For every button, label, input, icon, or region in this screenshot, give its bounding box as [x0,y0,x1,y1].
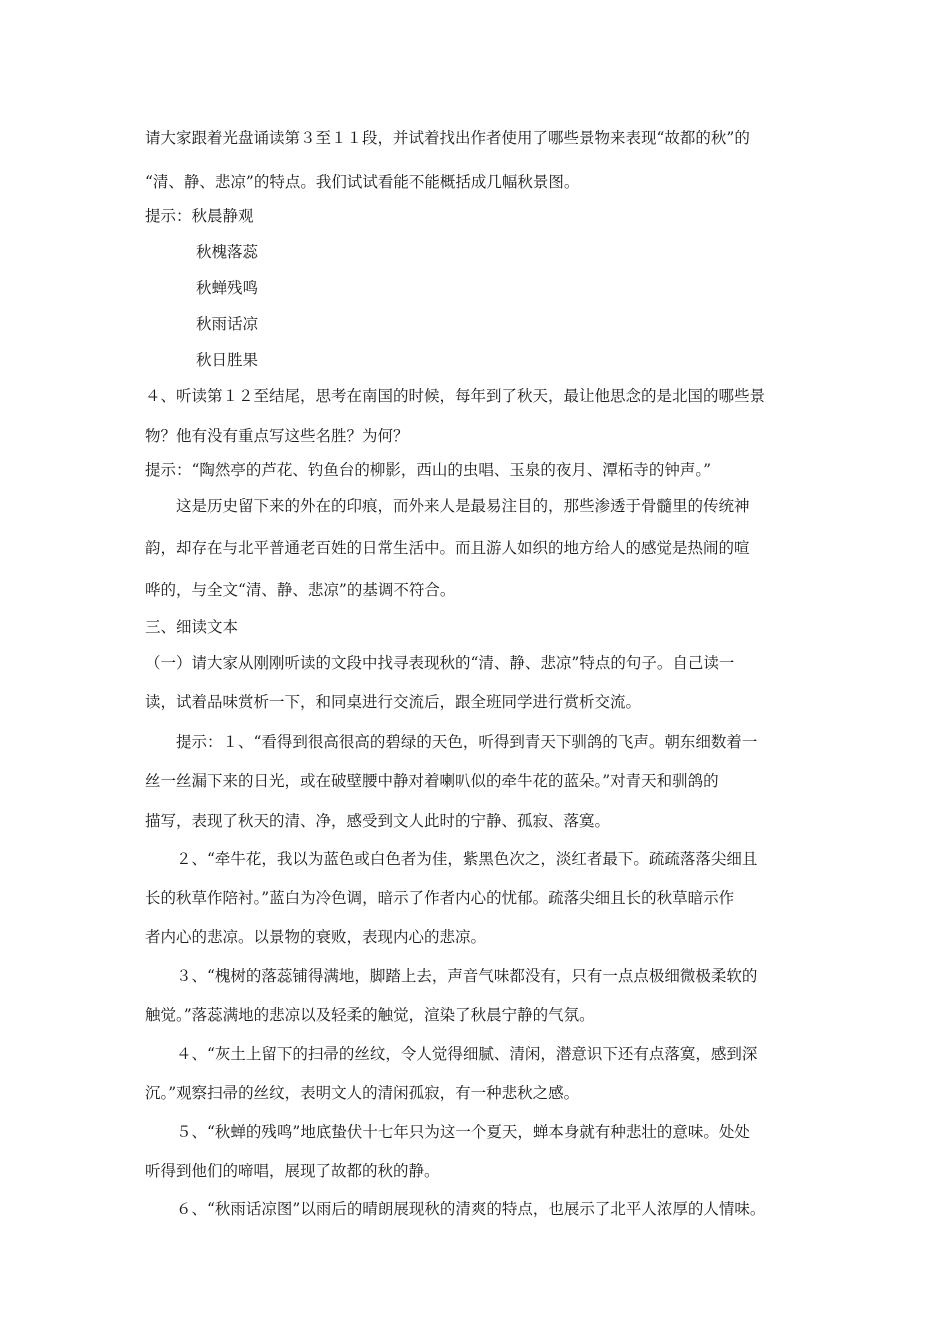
section-heading: 三、细读文本 [145,618,239,636]
paragraph-line: ４、“灰土上留下的扫帚的丝纹，令人觉得细腻、清闲，潜意识下还有点落寞，感到深 [176,1045,758,1063]
paragraph-line: 韵，却存在与北平普通老百姓的日常生活中。而且游人如织的地方给人的感觉是热闹的喧 [145,539,750,557]
paragraph-line: 沉。”观察扫帚的丝纹，表明文人的清闲孤寂，有一种悲秋之感。 [145,1084,580,1102]
paragraph-line: ４、听读第１２至结尾，思考在南国的时候，每年到了秋天，最让他思念的是北国的哪些景 [145,387,766,405]
paragraph-line: 请大家跟着光盘诵读第３至１１段，并试着找出作者使用了哪些景物来表现“故都的秋”的 [145,129,750,147]
hint-item: 秋蝉残鸣 [196,279,259,297]
paragraph-line: ２、“牵牛花，我以为蓝色或白色者为佳，紫黑色次之，淡红者最下。疏疏落落尖细且 [176,850,758,868]
paragraph-line: ３、“槐树的落蕊铺得满地，脚踏上去，声音气味都没有，只有一点点极细微极柔软的 [176,967,758,985]
hint-line: 提示：秋晨静观 [145,207,254,225]
paragraph-line: 这是历史留下来的外在的印痕，而外来人是最易注目的，那些渗透于骨髓里的传统神 [176,497,750,515]
paragraph-line: 哗的，与全文“清、静、悲凉”的基调不符合。 [145,581,456,599]
paragraph-line: 丝一丝漏下来的日光，或在破壁腰中静对着喇叭似的牵牛花的蓝朵。”对青天和驯鸽的 [145,772,719,790]
paragraph-line: 触觉。”落蕊满地的悲凉以及轻柔的触觉，渲染了秋晨宁静的气氛。 [145,1006,595,1024]
hint-line: 提示：“陶然亭的芦花、钓鱼台的柳影，西山的虫唱、玉泉的夜月、潭柘寺的钟声。” [145,461,712,479]
paragraph-line: “清、静、悲凉”的特点。我们试试看能不能概括成几幅秋景图。 [145,173,580,191]
paragraph-line: 描写，表现了秋天的清、净，感受到文人此时的宁静、孤寂、落寞。 [145,812,611,830]
hint-item: 秋日胜果 [196,351,259,369]
hint-item: 秋雨话凉 [196,315,259,333]
hint-item: 秋槐落蕊 [196,243,259,261]
paragraph-line: （一）请大家从刚刚听读的文段中找寻表现秋的“清、静、悲凉”特点的句子。自己读一 [145,654,735,672]
paragraph-line: ６、“秋雨话凉图”以雨后的晴朗展现秋的清爽的特点，也展示了北平人浓厚的人情味。 [176,1200,766,1218]
paragraph-line: 者内心的悲凉。以景物的衰败，表现内心的悲凉。 [145,928,487,946]
paragraph-line: 长的秋草作陪衬。”蓝白为冷色调，暗示了作者内心的忧郁。疏落尖细且长的秋草暗示作 [145,889,735,907]
paragraph-line: 听得到他们的啼唱，展现了故都的秋的静。 [145,1162,440,1180]
paragraph-line: ５、“秋蝉的残鸣”地底蛰伏十七年只为这一个夏天，蝉本身就有种悲壮的意味。处处 [176,1123,750,1141]
hint-line: 提示：１、“看得到很高很高的碧绿的天色，听得到青天下驯鸽的飞声。朝东细数着一 [176,733,758,751]
paragraph-line: 读，试着品味赏析一下，和同桌进行交流后，跟全班同学进行赏析交流。 [145,693,642,711]
paragraph-line: 物？他有没有重点写这些名胜？为何？ [145,427,409,445]
